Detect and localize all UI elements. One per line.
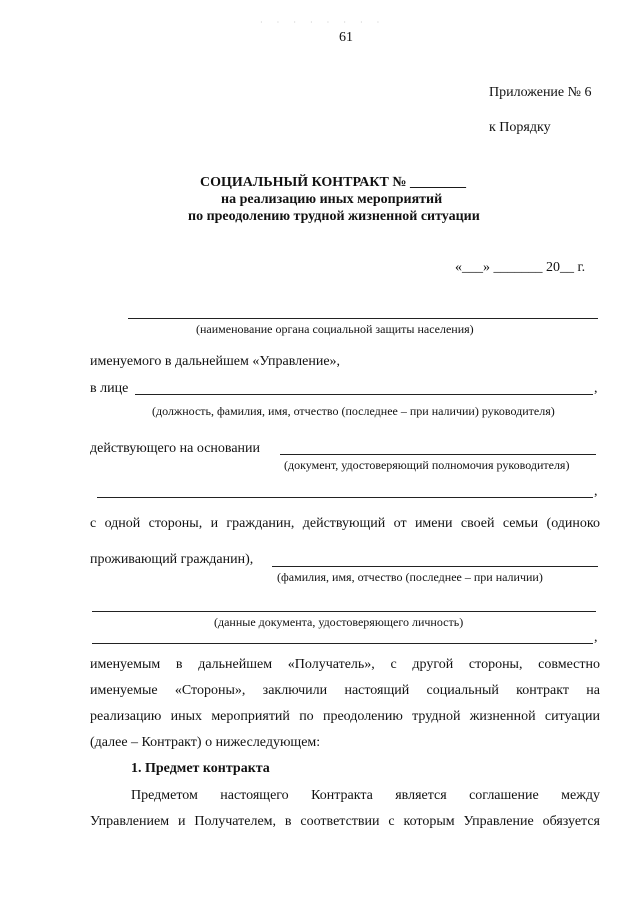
named-management-text: именуемого в дальнейшем «Управление», bbox=[90, 354, 341, 369]
basis-document-hint: (документ, удостоверяющий полномочия руководителя) bbox=[284, 458, 570, 472]
in-person-label: в лице bbox=[90, 381, 129, 396]
parties-paragraph-line-1: именуемым в дальнейшем «Получатель», с другой стороны, совместно bbox=[90, 657, 600, 672]
document-subtitle-2: по преодолению трудной жизненной ситуации bbox=[188, 209, 480, 224]
scan-noise: · · · · · · · · bbox=[260, 18, 386, 27]
document-title: СОЦИАЛЬНЫЙ КОНТРАКТ № ________ bbox=[200, 175, 466, 190]
acting-on-basis-label: действующего на основании bbox=[90, 441, 261, 456]
section-1-heading: 1. Предмет контракта bbox=[131, 761, 270, 776]
id-document-continuation-line bbox=[92, 643, 593, 644]
basis-line-comma: , bbox=[594, 484, 598, 499]
citizen-name-hint: (фамилия, имя, отчество (последнее – при наличии) bbox=[277, 570, 543, 584]
position-hint: (должность, фамилия, имя, отчество (последнее – при наличии) руководителя) bbox=[152, 404, 555, 418]
org-name-hint: (наименование органа социальной защиты населения) bbox=[196, 322, 474, 336]
org-name-line bbox=[128, 318, 598, 319]
parties-paragraph-line-3: реализацию иных мероприятий по преодолению трудной жизненной ситуации bbox=[90, 709, 600, 724]
one-side-text: с одной стороны, и гражданин, действующий от имени своей семьи (одиноко bbox=[90, 516, 600, 531]
subject-paragraph-line-2: Управлением и Получателем, в соответствии с которым Управление обязуется bbox=[90, 814, 600, 829]
in-person-comma: , bbox=[594, 381, 598, 396]
citizen-name-line bbox=[272, 566, 598, 567]
appendix-to-label: к Порядку bbox=[489, 120, 551, 135]
id-line-comma: , bbox=[594, 630, 598, 645]
parties-paragraph-line-4: (далее – Контракт) о нижеследующем: bbox=[90, 735, 321, 750]
date-line: «___» _______ 20__ г. bbox=[455, 260, 586, 275]
id-document-line bbox=[92, 611, 596, 612]
basis-document-line bbox=[280, 454, 596, 455]
id-document-hint: (данные документа, удостоверяющего личность) bbox=[214, 615, 464, 629]
in-person-line bbox=[135, 394, 593, 395]
subject-paragraph-line-1: Предметом настоящего Контракта является соглашение между bbox=[131, 788, 600, 803]
parties-paragraph-line-2: именуемые «Стороны», заключили настоящий социальный контракт на bbox=[90, 683, 600, 698]
living-citizen-label: проживающий гражданин), bbox=[90, 552, 254, 567]
appendix-label: Приложение № 6 bbox=[489, 85, 592, 100]
page-number: 61 bbox=[339, 30, 353, 45]
basis-continuation-line bbox=[97, 497, 593, 498]
document-subtitle-1: на реализацию иных мероприятий bbox=[221, 192, 443, 207]
